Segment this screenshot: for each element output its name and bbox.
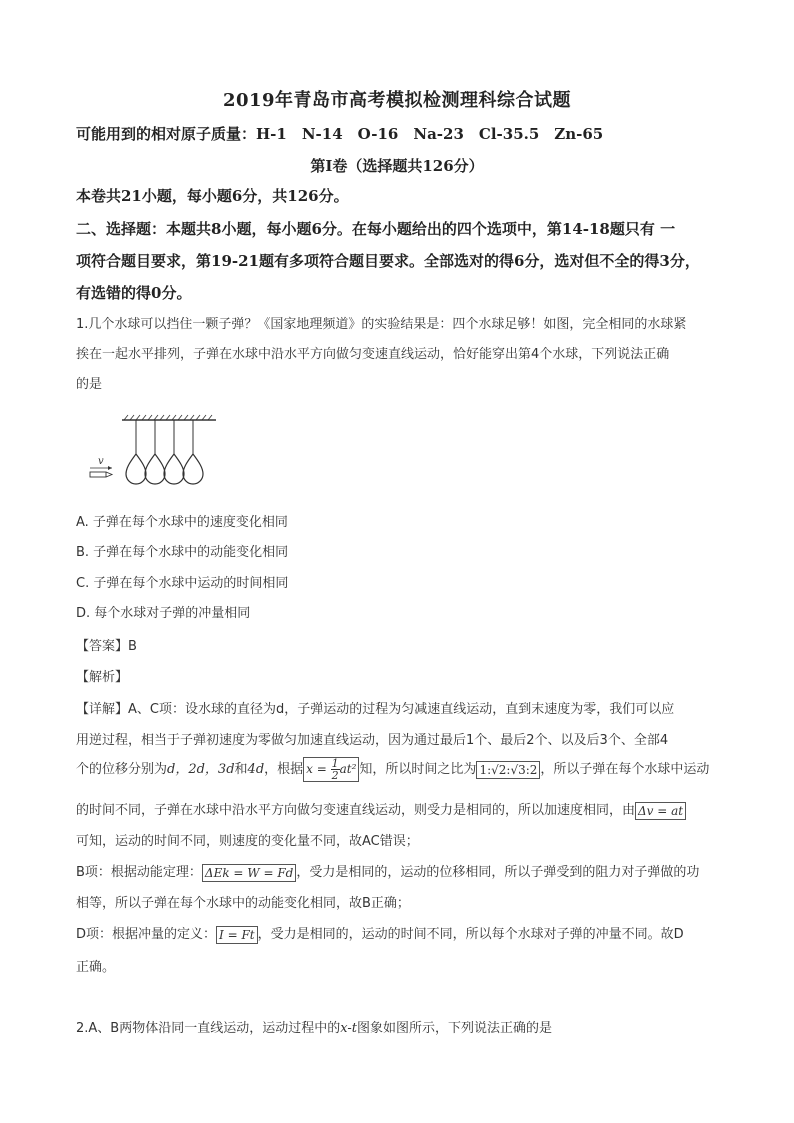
q1-stem-line: 挨在一起水平排列，子弹在水球中沿水平方向做匀变速直线运动，恰好能穿出第4个水球，下列说法正确 [76,347,670,362]
q1-detail-line: 可知，运动的时间不同，则速度的变化量不同，故AC错误； [76,834,419,849]
water-ball [183,454,203,484]
q1-analysis-label: 【解析】 [76,670,129,685]
formula-fraction [331,758,340,781]
formula-impulse: I = Ft [216,926,258,944]
q1-answer: 【答案】B [76,639,137,654]
q1-option-d: D. 每个水球对子弹的冲量相同 [76,606,251,621]
fraction-denominator: 2 [331,769,339,782]
text-span: ，受力是相同的，运动的时间不同，所以每个水球对子弹的冲量不同。故D [257,927,684,942]
q1-stem-line: 1.几个水球可以挡住一颗子弹？《国家地理频道》的实验结果是：四个水球足够！如图，完全相同的水球紧 [76,317,687,332]
formula-time-ratio: 1:√2:√3:2 [476,761,540,779]
formula-kinetic-energy: ΔEk = W = Fd [202,864,296,882]
water-balls-figure [86,412,226,497]
text-span: 个的位移分别为 [76,762,168,777]
water-ball [126,454,146,484]
text-span: D项：根据冲量的定义： [76,927,217,942]
q1-option-c: C. 子弹在每个水球中运动的时间相同 [76,576,289,591]
q1-detail-line: 用逆过程，相当于子弹初速度为零做匀加速直线运动，因为通过最后1个、最后2个、以及后3个、全部4 [76,733,669,748]
water-ball [145,454,165,484]
atomic-masses: 可能用到的相对原子质量：H-1 N-14 O-16 Na-23 Cl-35.5 Zn-65 [76,125,604,143]
text-span: ，所以子弹在每个水球中运动 [540,762,710,777]
ceiling-hatching [124,415,212,420]
text-span: 和 [234,762,248,777]
math-span: x-t [340,1021,357,1036]
bullet [90,472,106,477]
formula-part: x = [306,762,327,776]
q1-option-a: A. 子弹在每个水球中的速度变化相同 [76,515,288,530]
q1-option-b: B. 子弹在每个水球中的动能变化相同 [76,545,289,560]
math-span: 4d [247,762,265,777]
formula-displacement [303,757,359,782]
water-ball [164,454,184,484]
velocity-arrowhead [108,466,112,470]
fraction-numerator: 1 [331,757,339,770]
water-balls [126,454,203,484]
q1-detail-line-6 [76,861,699,882]
text-span: 的时间不同，子弹在水球中沿水平方向做匀变速直线运动，则受力是相同的，所以加速度相同，由 [76,803,636,818]
section-title: 第I卷（选择题共126分） [310,157,484,175]
bullet-tip [106,472,112,477]
text-span: 知，所以时间之比为 [359,762,477,777]
section-intro: 本卷共21小题，每小题6分，共126分。 [76,187,349,205]
hanging-strings [136,420,193,454]
q1-detail-line-4 [76,799,686,820]
q1-stem-line: 的是 [76,377,103,392]
q1-detail-line: 相等，所以子弹在每个水球中的动能变化相同，故B正确； [76,896,410,911]
q1-detail-line: 【详解】A、C项：设水球的直径为d，子弹运动的过程为匀减速直线运动，直到末速度为零，我们可以应 [76,702,675,717]
q2-stem [76,1017,552,1036]
q1-detail-line-8 [76,923,684,944]
instruction-line: 二、选择题：本题共8小题，每小题6分。在每小题给出的四个选项中，第14-18题只有 一 [76,220,676,238]
formula-velocity-change: Δv = at [635,802,686,820]
text-span: 2.A、B两物体沿同一直线运动，运动过程中的 [76,1021,341,1036]
q1-detail-line-3 [76,757,709,782]
instruction-line: 项符合题目要求，第19-21题有多项符合题目要求。全部选对的得6分，选对但不全的得3分， [76,252,700,270]
text-span: ，根据 [264,762,304,777]
q1-detail-line: 正确。 [76,960,116,975]
formula-part: at² [339,762,357,776]
text-span: ，受力是相同的，运动的位移相同，所以子弹受到的阻力对子弹做的功 [296,865,700,880]
page-title: 2019年青岛市高考模拟检测理科综合试题 [222,90,572,111]
velocity-label: v [98,456,104,467]
instruction-line: 有选错的得0分。 [76,284,192,302]
text-span: B项：根据动能定理： [76,865,202,880]
text-span: 图象如图所示，下列说法正确的是 [356,1021,552,1036]
math-span: d，2d，3d [167,762,235,777]
